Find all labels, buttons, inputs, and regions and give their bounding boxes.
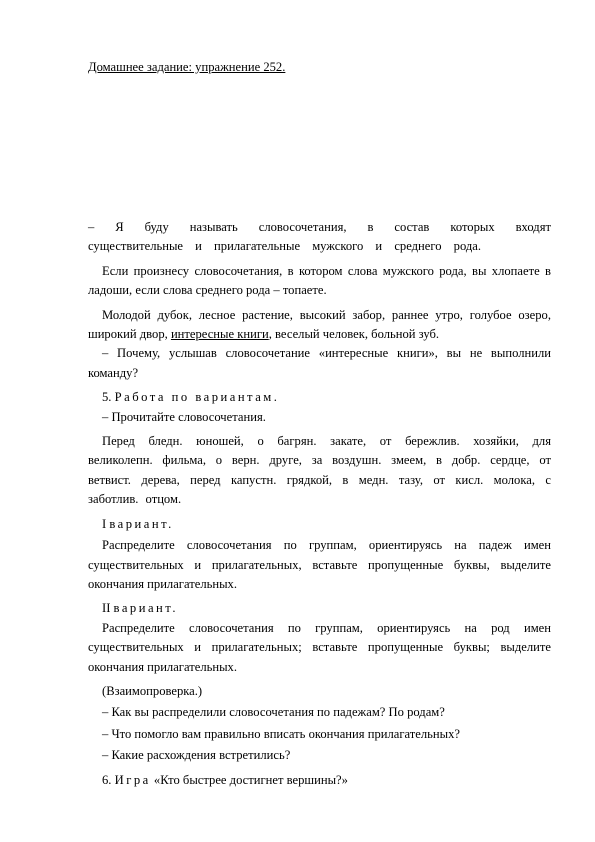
variant-1-number: I <box>102 516 107 531</box>
section-5-number: 5. <box>102 390 112 405</box>
word-list-end: , веселый человек, больной зуб. <box>268 327 440 342</box>
variant-2-number: II <box>102 601 111 616</box>
question-differences: – Какие расхождения встретились? <box>102 748 291 763</box>
word-list-underlined-phrase: интересные книги <box>170 327 269 342</box>
section-6-number: 6. <box>102 772 112 787</box>
paragraph-variant-2-task: Распределите словосочетания по группам, ориентируясь на род имен существительных и прилагательных; вставьте пропущенные буквы; выделите окончания прилагательных. <box>88 620 551 674</box>
paragraph-mutual-check: (Взаимопроверка.) <box>102 683 203 698</box>
homework-line: Домашнее задание: упражнение 252. <box>88 60 286 74</box>
document-body <box>88 218 551 790</box>
variant-1-title: вариант. <box>109 516 174 531</box>
question-cases: – Как вы распределили словосочетания по падежам? По родам? <box>102 705 445 720</box>
section-5-heading <box>88 388 551 407</box>
paragraph-word-list <box>88 306 551 345</box>
paragraph-variant-1-task: Распределите словосочетания по группам, ориентируясь на падеж имен существительных и прилагательных, вставьте пропущенные буквы, выделите окончания прилагательных. <box>88 538 551 591</box>
paragraph-question: – Почему, услышав словосочетание «интересные книги», вы не выполнили команду? <box>88 346 551 380</box>
paragraph-instruction-intro: – Я буду называть словосочетания, в состав которых входят существительные и прилагательные мужского и среднего рода. <box>88 220 551 254</box>
paragraph-read-instruction: – Прочитайте словосочетания. <box>102 409 266 424</box>
section-6-title: Игра <box>114 772 151 787</box>
word-list-start: Молодой дубок, лесное растение, высокий забор, раннее утро, голубое озеро, широкий двор, <box>88 307 551 342</box>
section-6-game-name: «Кто быстрее достигнет вершины?» <box>153 772 348 787</box>
question-endings: – Что помогло вам правильно вписать окончания прилагательных? <box>102 726 461 741</box>
paragraph-phrases: Перед бледн. юношей, о багрян. закате, от бережлив. хозяйки, для великолепн. фильма, о верн. друге, за воздушн. змеем, в добр. сердце, от ветвист. дерева, перед капустн. грядкой, в медн. тазу, от кисл. молока, с заботлив. отцом. <box>88 434 551 507</box>
paragraph-instruction-rules: Если произнесу словосочетания, в котором слова мужского рода, вы хлопаете в ладоши, если слова среднего рода – топаете. <box>88 263 551 298</box>
variant-2-heading <box>88 599 551 618</box>
section-6-heading <box>88 771 551 790</box>
variant-2-title: вариант. <box>113 601 178 616</box>
section-5-title: Работа по вариантам. <box>114 390 280 405</box>
variant-1-heading <box>88 515 551 534</box>
